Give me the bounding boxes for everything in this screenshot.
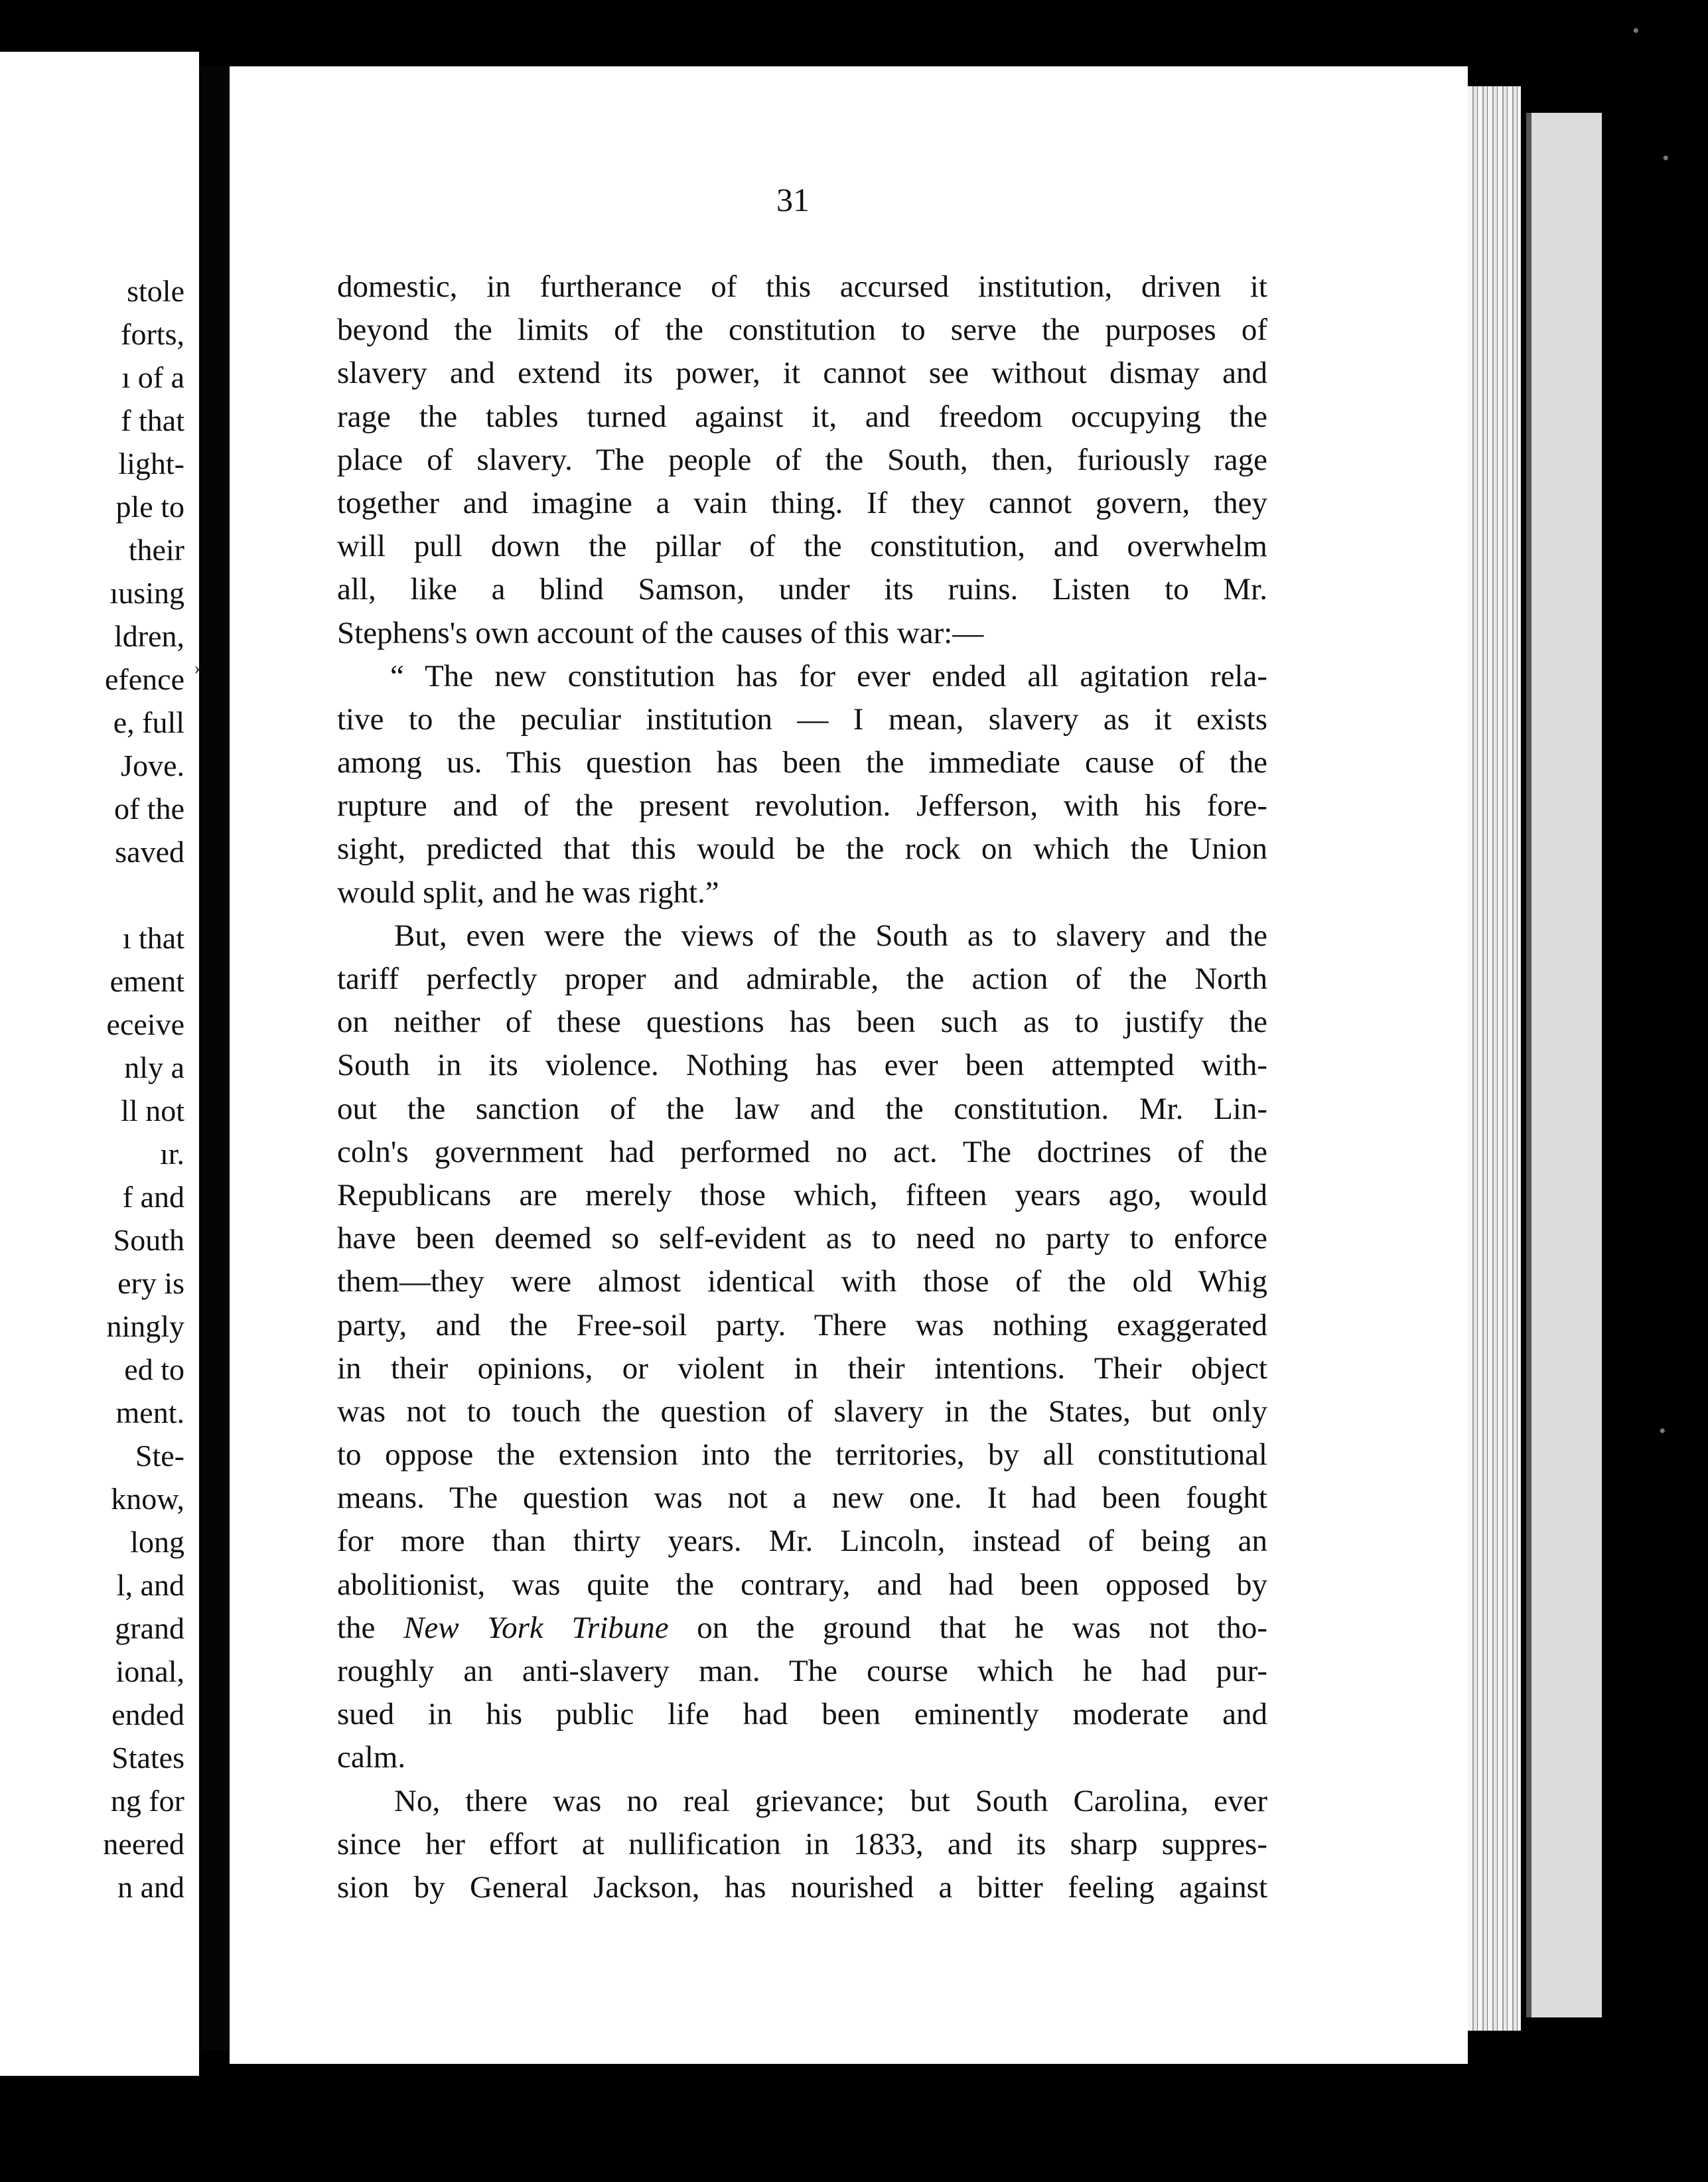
- left-fragment-line: ed to: [124, 1352, 184, 1386]
- left-fragment-line: Jove.: [121, 749, 184, 782]
- text-line: in their opinions, or violent in their intentions. Their object: [337, 1350, 1267, 1386]
- text-line: tive to the peculiar institution — I mean, slavery as it exists: [337, 701, 1267, 737]
- left-fragment-line: forts,: [121, 317, 184, 351]
- text-line: place of slavery. The people of the South, then, furiously rage: [337, 442, 1267, 477]
- left-fragment-line: grand: [115, 1611, 184, 1645]
- left-fragment-line: f that: [121, 403, 184, 437]
- left-fragment-line: stole: [127, 274, 184, 308]
- text-line: sion by General Jackson, has nourished a bitter feeling against: [337, 1869, 1267, 1905]
- text-line: But, even were the views of the South as to slavery and the: [394, 918, 1267, 953]
- text-line: was not to touch the question of slavery in the States, but only: [337, 1394, 1267, 1429]
- text-line: [337, 1607, 1267, 1650]
- left-fragment-line: neered: [103, 1827, 184, 1861]
- text-line: coln's government had performed no act. The doctrines of the: [337, 1134, 1267, 1169]
- speck-mark: •: [1632, 20, 1640, 42]
- left-fragment-line: light-: [118, 447, 184, 480]
- left-fragment-line: e, full: [113, 705, 184, 739]
- left-fragment-line: ningly: [106, 1309, 184, 1343]
- text-line: them—they were almost identical with those of the old Whig: [337, 1264, 1267, 1299]
- left-fragment-line: know,: [111, 1482, 184, 1516]
- text-line: rupture and of the present revolution. Jefferson, with his fore-: [337, 788, 1267, 824]
- left-fragment-line: ı that: [122, 921, 184, 955]
- left-fragment-line: ery is: [117, 1266, 184, 1300]
- text-line: sight, predicted that this would be the rock on which the Union: [337, 832, 1267, 867]
- left-fragment-line: ment.: [115, 1396, 184, 1429]
- left-fragment-line: ll not: [121, 1094, 184, 1127]
- left-fragment-line: ıusing: [109, 576, 184, 610]
- text-line: roughly an anti-slavery man. The course which he had pur-: [337, 1654, 1267, 1688]
- left-page: [0, 52, 199, 2076]
- left-fragment-line: South: [113, 1223, 184, 1257]
- text-line: to oppose the extension into the territories, by all constitutional: [337, 1437, 1267, 1473]
- left-fragment-line: ldren,: [113, 619, 184, 653]
- text-line: No, there was no real grievance; but South Carolina, ever: [394, 1783, 1267, 1818]
- left-fragment-line: ır.: [159, 1137, 184, 1171]
- left-fragment-line: States: [111, 1741, 184, 1775]
- left-fragment-line: long: [130, 1525, 184, 1559]
- left-fragment-line: of the: [113, 792, 184, 826]
- speck-mark: •: [1662, 147, 1670, 169]
- text-line: domestic, in furtherance of this accursed institution, driven it: [337, 269, 1267, 304]
- text-line: all, like a blind Samson, under its ruins. Listen to Mr.: [337, 572, 1267, 607]
- page-number: 31: [776, 181, 810, 218]
- text-line: among us. This question has been the immediate cause of the: [337, 745, 1267, 780]
- text-line: for more than thirty years. Mr. Lincoln, instead of being an: [337, 1524, 1267, 1559]
- text-segment: the: [337, 1610, 404, 1645]
- text-line: “ The new constitution has for ever ended all agitation rela-: [390, 658, 1267, 693]
- text-line: Stephens's own account of the causes of this war:—: [337, 615, 984, 650]
- left-fragment-line: n and: [117, 1870, 184, 1904]
- text-line: beyond the limits of the constitution to serve the purposes of: [337, 313, 1267, 348]
- text-line: together and imagine a vain thing. If they cannot govern, they: [337, 485, 1267, 520]
- text-line: Republicans are merely those which, fifteen years ago, would: [337, 1177, 1267, 1212]
- text-segment: on the ground that he was not tho-: [668, 1610, 1267, 1645]
- left-fragment-line: l, and: [116, 1568, 184, 1602]
- left-fragment-line: ional,: [115, 1654, 184, 1688]
- text-line: slavery and extend its power, it cannot see without dismay and: [337, 356, 1267, 391]
- text-line: rage the tables turned against it, and freedom occupying the: [337, 399, 1267, 434]
- left-fragment-line: ement: [109, 964, 184, 998]
- italic-title: New York Tribune: [403, 1610, 669, 1645]
- left-fragment-line: ended: [111, 1698, 184, 1731]
- gutter-mark: ›: [194, 657, 200, 679]
- text-line: will pull down the pillar of the constitution, and overwhelm: [337, 529, 1267, 564]
- left-fragment-line: saved: [115, 835, 184, 869]
- left-fragment-line: ple to: [115, 490, 184, 524]
- left-fragment-line: Ste-: [135, 1439, 184, 1473]
- left-fragment-line: f and: [122, 1180, 184, 1214]
- text-line: on neither of these questions has been such as to justify the: [337, 1005, 1267, 1040]
- left-fragment-line: their: [128, 533, 184, 567]
- left-page-text-fragments: [103, 269, 184, 1909]
- text-line: party, and the Free-soil party. There was nothing exaggerated: [337, 1307, 1267, 1343]
- text-line: sued in his public life had been eminently moderate and: [337, 1697, 1267, 1732]
- book-gutter: [199, 66, 230, 2051]
- book-back-board: [1526, 113, 1602, 2017]
- text-line: abolitionist, was quite the contrary, and had been opposed by: [337, 1567, 1267, 1602]
- text-line: since her effort at nullification in 1833, and its sharp suppres-: [337, 1826, 1267, 1861]
- page-edges: [1468, 86, 1521, 2031]
- speck-mark: •: [1659, 1420, 1666, 1442]
- text-line: would split, and he was right.”: [337, 875, 719, 910]
- left-fragment-line: eceive: [106, 1007, 184, 1041]
- left-fragment-line: [103, 873, 184, 916]
- text-line: out the sanction of the law and the constitution. Mr. Lin-: [337, 1091, 1267, 1126]
- left-fragment-line: nly a: [124, 1051, 184, 1084]
- text-line: tariff perfectly proper and admirable, the action of the North: [337, 962, 1267, 996]
- body-text: [337, 265, 1267, 1909]
- text-line: have been deemed so self-evident as to need no party to enforce: [337, 1221, 1267, 1256]
- left-fragment-line: ı of a: [121, 360, 184, 394]
- text-line: South in its violence. Nothing has ever been attempted with-: [337, 1048, 1267, 1083]
- text-line: means. The question was not a new one. It had been fought: [337, 1481, 1267, 1516]
- text-line: calm.: [337, 1740, 406, 1775]
- left-fragment-line: ng for: [110, 1784, 184, 1818]
- left-fragment-line: efence: [105, 662, 184, 696]
